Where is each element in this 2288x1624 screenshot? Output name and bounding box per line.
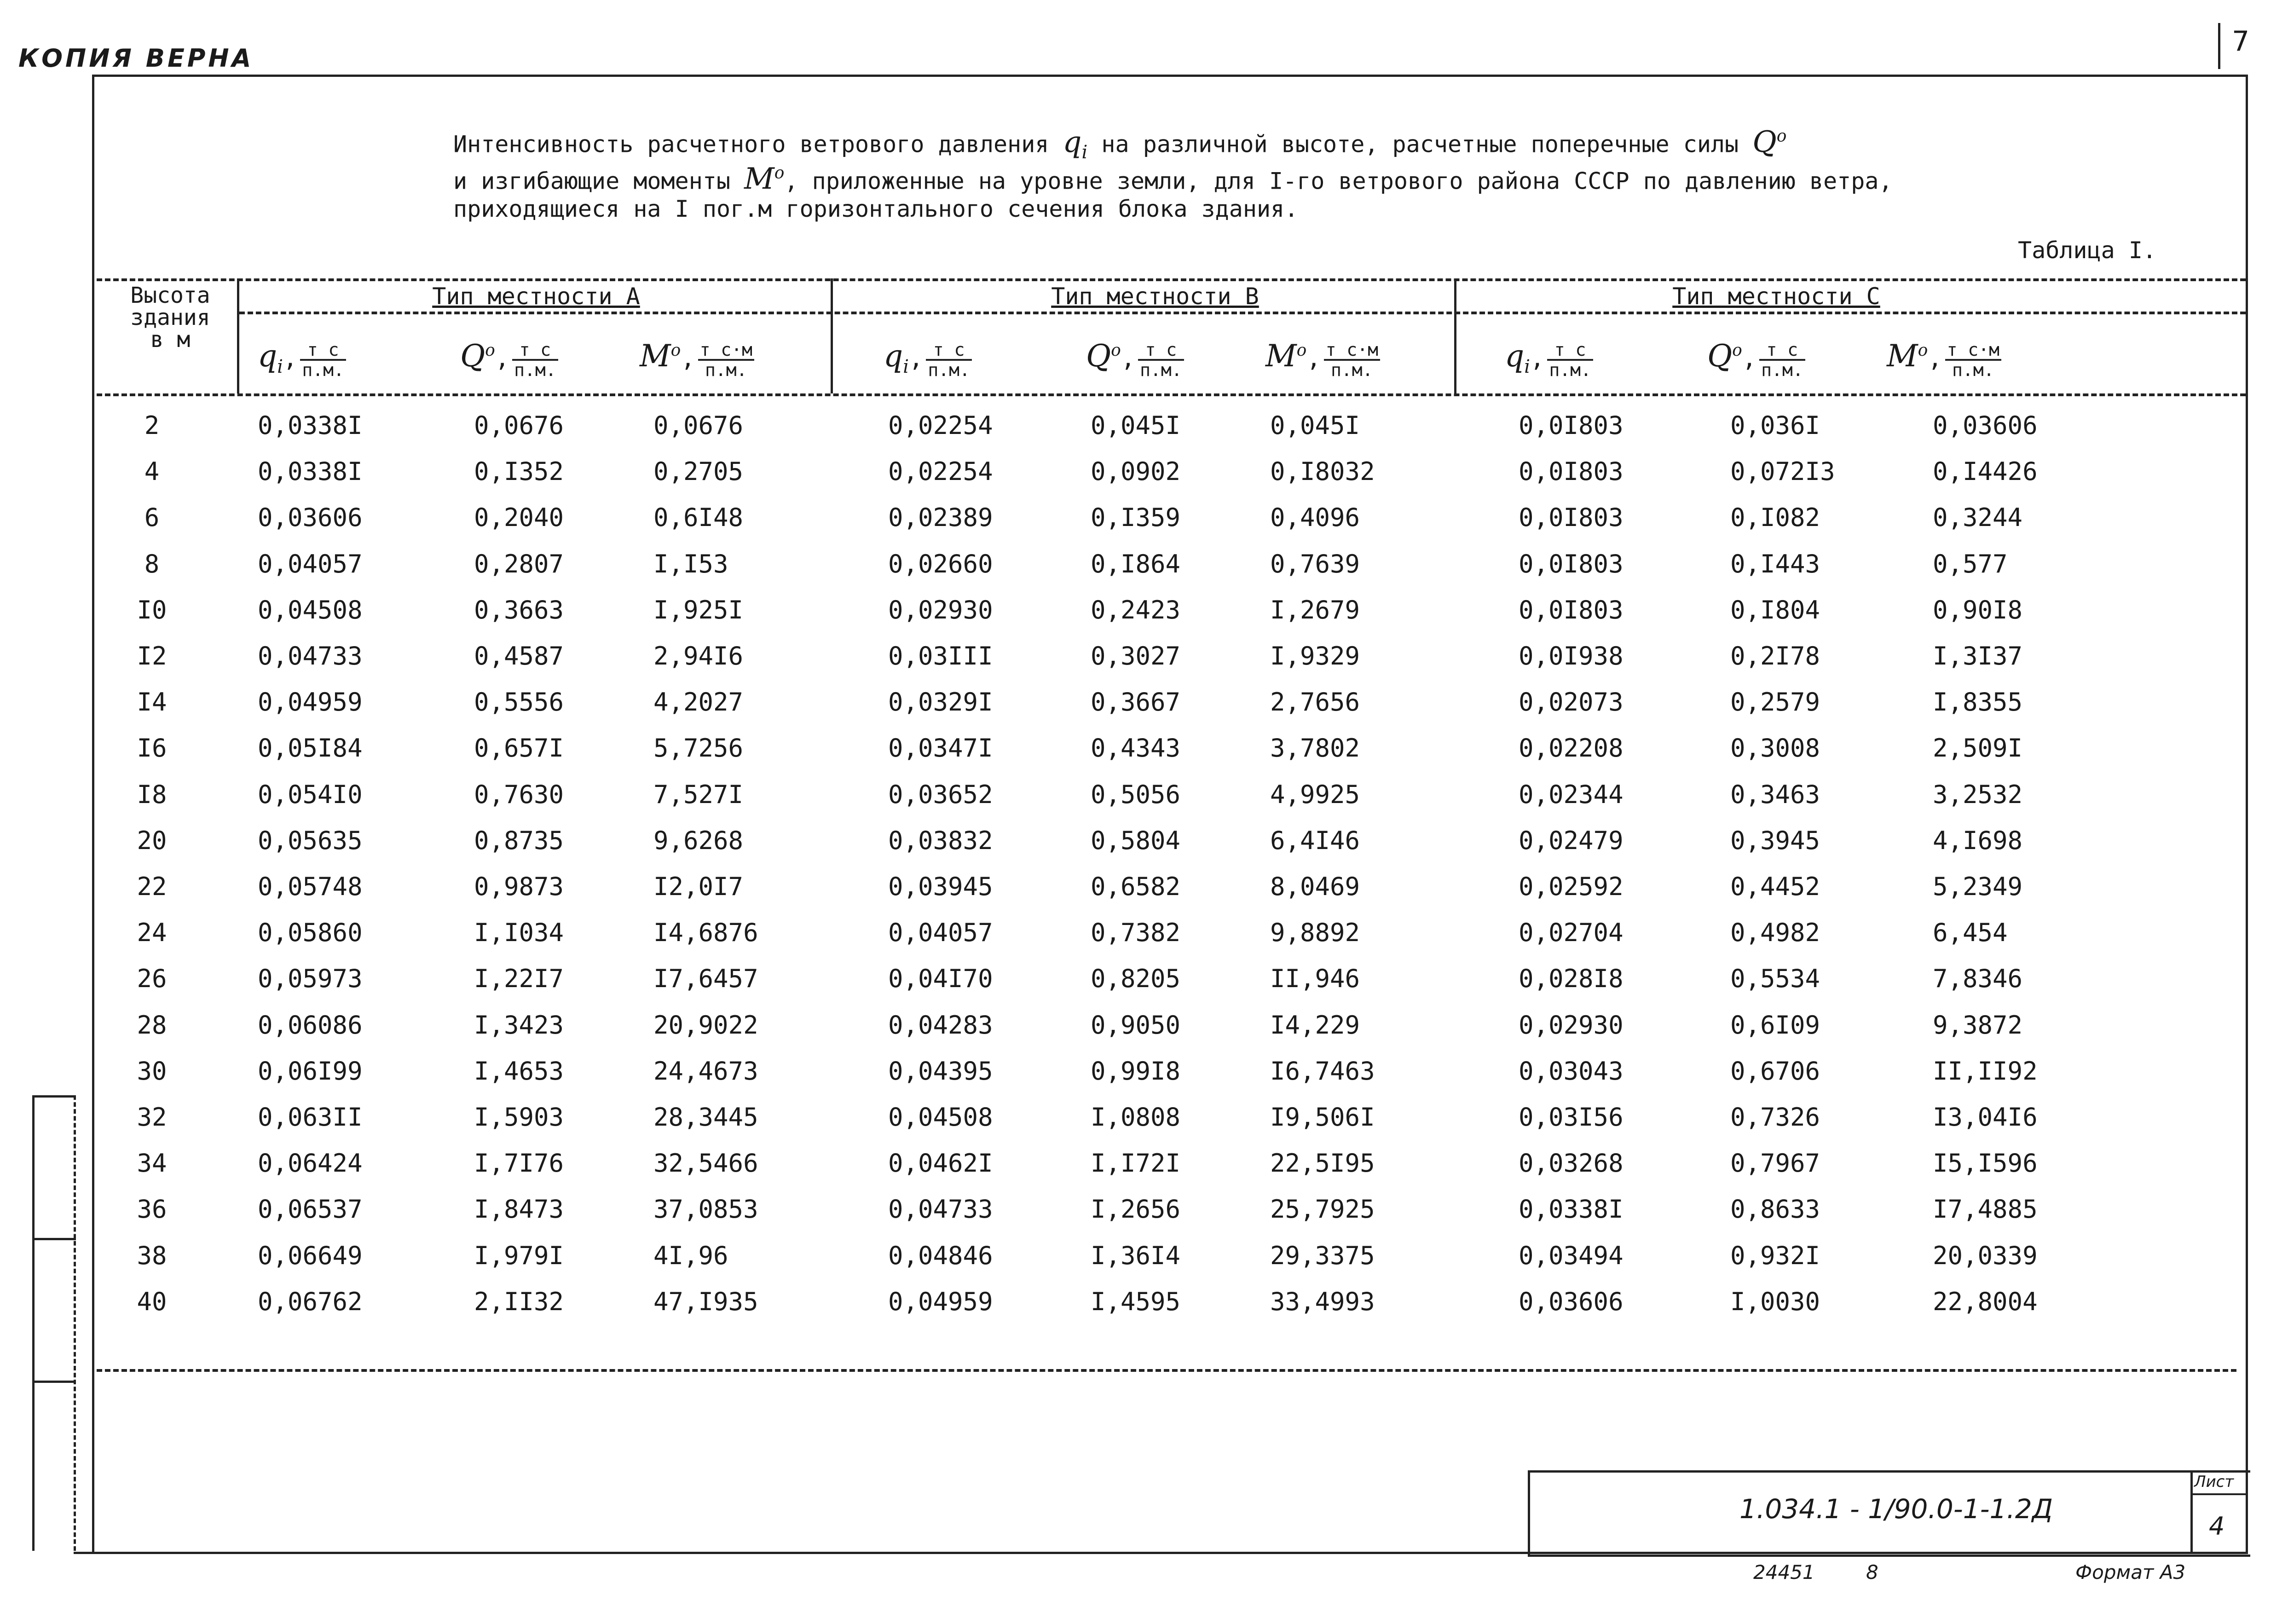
table-cell: 0,4982 <box>1730 918 1820 948</box>
table-cell: 0,90I8 <box>1933 595 2023 624</box>
row-height: I0 <box>137 595 167 624</box>
table-cell: I,3I37 <box>1933 642 2023 670</box>
caption-line-1: Интенсивность расчетного ветрового давления $q_i$ на различной высоте, расчетные поперечные силы $Q^o$ <box>453 125 1787 163</box>
col-header-a-Q: $Q^o$, $\frac{\text{т с}}{п.м.}$ <box>460 338 558 379</box>
table-cell: 0,9050 <box>1091 1010 1181 1040</box>
table-cell: 22,8004 <box>1933 1287 2038 1316</box>
table-cell: I9,506I <box>1270 1103 1375 1132</box>
table-header-bottom-rule <box>97 393 2246 396</box>
row-height: 8 <box>144 549 160 578</box>
table-cell: 0,03606 <box>1519 1287 1624 1316</box>
table-cell: 0,05748 <box>258 872 363 901</box>
table-cell: I,2656 <box>1091 1195 1181 1224</box>
col-header-b-Q: $Q^o$, $\frac{\text{т с}}{п.м.}$ <box>1086 338 1184 379</box>
table-cell: 0,6706 <box>1730 1056 1820 1086</box>
group-header-c: Тип местности С <box>1672 283 1880 310</box>
table-cell: 0,06I99 <box>258 1056 363 1086</box>
left-margin-bar <box>32 1095 35 1551</box>
page-number-divider <box>2218 23 2220 69</box>
copy-stamp: КОПИЯ ВЕРНА <box>18 44 254 73</box>
table-cell: 4,2027 <box>653 688 744 717</box>
table-cell: 0,05860 <box>258 918 363 948</box>
table-cell: 0,03494 <box>1519 1241 1624 1270</box>
table-cell: 0,06424 <box>258 1149 363 1178</box>
table-cell: 0,0I938 <box>1519 642 1624 670</box>
table-cell: I,979I <box>474 1241 564 1270</box>
table-cell: 0,0347I <box>888 734 993 763</box>
table-cell: I,0808 <box>1091 1103 1181 1132</box>
height-header: Высота здания в м <box>130 283 210 353</box>
table-cell: 0,0338I <box>258 411 363 440</box>
table-cell: 9,3872 <box>1933 1010 2023 1040</box>
table-cell: 0,04I70 <box>888 964 993 994</box>
table-cell: 2,7656 <box>1270 688 1360 717</box>
table-cell: 0,02479 <box>1519 826 1624 855</box>
table-cell: 0,99I8 <box>1091 1056 1181 1086</box>
table-cell: 28,3445 <box>653 1103 758 1132</box>
table-cell: 0,3027 <box>1091 642 1181 670</box>
table-cell: 0,577 <box>1933 549 2008 578</box>
col-header-c-Q: $Q^o$, $\frac{\text{т с}}{п.м.}$ <box>1707 338 1805 379</box>
table-cell: 0,0I803 <box>1519 503 1624 532</box>
left-margin-dash <box>74 1095 76 1551</box>
table-cell: I,I034 <box>474 918 564 948</box>
table-cell: 25,7925 <box>1270 1195 1375 1224</box>
table-cell: 6,454 <box>1933 918 2008 948</box>
table-cell: I6,7463 <box>1270 1056 1375 1086</box>
table-cell: 4I,96 <box>653 1241 728 1270</box>
table-cell: 20,0339 <box>1933 1241 2038 1270</box>
table-cell: 0,02073 <box>1519 688 1624 717</box>
table-cell: 2,94I6 <box>653 642 744 670</box>
table-cell: 2,509I <box>1933 734 2023 763</box>
format-label: Формат А3 <box>2075 1561 2186 1584</box>
table-cell: 0,7639 <box>1270 549 1360 578</box>
table-cell: 2,II32 <box>474 1287 564 1316</box>
table-cell: 0,045I <box>1270 411 1360 440</box>
table-cell: II,II92 <box>1933 1056 2038 1086</box>
row-height: 24 <box>137 918 167 948</box>
document-code: 1.034.1 - 1/90.0-1-1.2Д <box>1739 1493 2053 1525</box>
table-cell: 0,06537 <box>258 1195 363 1224</box>
table-cell: 0,6I48 <box>653 503 744 532</box>
table-cell: 0,7630 <box>474 780 564 809</box>
table-cell: 0,3244 <box>1933 503 2023 532</box>
table-cell: 0,0I803 <box>1519 457 1624 486</box>
row-height: 2 <box>144 411 160 440</box>
table-cell: 0,0I803 <box>1519 549 1624 578</box>
table-cell: 0,8205 <box>1091 964 1181 994</box>
table-cell: 0,03043 <box>1519 1056 1624 1086</box>
bottom-note: 8 <box>1866 1561 1878 1584</box>
row-height: I8 <box>137 780 167 809</box>
table-cell: 47,I935 <box>653 1287 758 1316</box>
table-cell: 0,0I803 <box>1519 411 1624 440</box>
table-cell: 0,I443 <box>1730 549 1820 578</box>
table-cell: I7,6457 <box>653 964 758 994</box>
table-cell: 0,03268 <box>1519 1149 1624 1178</box>
table-cell: 0,2040 <box>474 503 564 532</box>
table-cell: I,925I <box>653 595 744 624</box>
row-height: 40 <box>137 1287 167 1316</box>
row-height: 22 <box>137 872 167 901</box>
table-cell: 0,5056 <box>1091 780 1181 809</box>
table-cell: II,946 <box>1270 964 1360 994</box>
sheet-number: 4 <box>2209 1512 2225 1541</box>
table-cell: 0,06086 <box>258 1010 363 1040</box>
table-top-rule <box>97 278 2246 281</box>
table-cell: 0,5804 <box>1091 826 1181 855</box>
table-cell: 0,02254 <box>888 411 993 440</box>
table-cell: 0,2I78 <box>1730 642 1820 670</box>
table-cell: 5,2349 <box>1933 872 2023 901</box>
table-cell: 0,045I <box>1091 411 1181 440</box>
table-cell: 29,3375 <box>1270 1241 1375 1270</box>
table-cell: I4,229 <box>1270 1010 1360 1040</box>
table-cell: 0,6582 <box>1091 872 1181 901</box>
table-cell: 0,04959 <box>888 1287 993 1316</box>
table-cell: 0,3667 <box>1091 688 1181 717</box>
table-cell: I,22I7 <box>474 964 564 994</box>
table-cell: 0,0462I <box>888 1149 993 1178</box>
table-cell: 0,028I8 <box>1519 964 1624 994</box>
header-sep-3 <box>1454 278 1456 393</box>
col-header-a-M: $M^o$, $\frac{\text{т с·м}}{п.м.}$ <box>640 338 754 379</box>
table-cell: 5,7256 <box>653 734 744 763</box>
table-cell: 0,0338I <box>258 457 363 486</box>
row-height: 26 <box>137 964 167 994</box>
table-cell: 4,9925 <box>1270 780 1360 809</box>
table-cell: 0,02704 <box>1519 918 1624 948</box>
table-cell: 0,02660 <box>888 549 993 578</box>
table-cell: I,36I4 <box>1091 1241 1181 1270</box>
table-cell: 0,5556 <box>474 688 564 717</box>
table-cell: 9,8892 <box>1270 918 1360 948</box>
table-cell: 0,4452 <box>1730 872 1820 901</box>
table-cell: 0,4587 <box>474 642 564 670</box>
table-cell: 0,02930 <box>1519 1010 1624 1040</box>
left-margin-tick-1 <box>32 1095 76 1098</box>
table-cell: 0,7326 <box>1730 1103 1820 1132</box>
table-cell: I,5903 <box>474 1103 564 1132</box>
table-cell: 0,0902 <box>1091 457 1181 486</box>
table-cell: 0,03832 <box>888 826 993 855</box>
table-label: Таблица I. <box>2018 237 2157 264</box>
row-height: I6 <box>137 734 167 763</box>
table-cell: 0,03III <box>888 642 993 670</box>
table-cell: 0,04057 <box>888 918 993 948</box>
row-height: 32 <box>137 1103 167 1132</box>
table-cell: 0,04057 <box>258 549 363 578</box>
table-cell: 32,5466 <box>653 1149 758 1178</box>
table-cell: 0,0676 <box>653 411 744 440</box>
table-cell: 0,I359 <box>1091 503 1181 532</box>
table-cell: 0,932I <box>1730 1241 1820 1270</box>
row-height: 34 <box>137 1149 167 1178</box>
table-cell: 0,3663 <box>474 595 564 624</box>
table-cell: 0,7382 <box>1091 918 1181 948</box>
table-cell: 0,0I803 <box>1519 595 1624 624</box>
table-cell: 6,4I46 <box>1270 826 1360 855</box>
left-margin-tick-3 <box>32 1381 76 1383</box>
table-cell: 0,I4426 <box>1933 457 2038 486</box>
row-height: 20 <box>137 826 167 855</box>
table-cell: 9,6268 <box>653 826 744 855</box>
table-cell: 0,03606 <box>258 503 363 532</box>
col-header-a-q: $q_i$, $\frac{\text{т с}}{п.м.}$ <box>258 338 346 379</box>
col-header-b-q: $q_i$, $\frac{\text{т с}}{п.м.}$ <box>884 338 972 379</box>
table-cell: 7,8346 <box>1933 964 2023 994</box>
table-cell: I,8473 <box>474 1195 564 1224</box>
table-cell: 0,I864 <box>1091 549 1181 578</box>
table-cell: 0,4096 <box>1270 503 1360 532</box>
table-cell: 33,4993 <box>1270 1287 1375 1316</box>
table-cell: 0,4343 <box>1091 734 1181 763</box>
table-cell: 20,9022 <box>653 1010 758 1040</box>
table-cell: 0,02344 <box>1519 780 1624 809</box>
frame-top <box>92 75 2248 77</box>
row-height: 6 <box>144 503 160 532</box>
row-height: 30 <box>137 1056 167 1086</box>
table-cell: 0,2705 <box>653 457 744 486</box>
group-header-a: Тип местности А <box>432 283 640 310</box>
table-cell: I,7I76 <box>474 1149 564 1178</box>
table-cell: 0,03I56 <box>1519 1103 1624 1132</box>
table-cell: 0,8735 <box>474 826 564 855</box>
row-height: 4 <box>144 457 160 486</box>
table-cell: I,9329 <box>1270 642 1360 670</box>
table-cell: 0,05I84 <box>258 734 363 763</box>
table-cell: I5,I596 <box>1933 1149 2038 1178</box>
group-header-b: Тип местности В <box>1051 283 1259 310</box>
inventory-number: 24451 <box>1753 1561 1815 1584</box>
table-cell: 0,072I3 <box>1730 457 1835 486</box>
sheet-cell-divider <box>2190 1493 2246 1495</box>
table-cell: 0,I352 <box>474 457 564 486</box>
table-bottom-rule <box>97 1369 2236 1372</box>
table-cell: 0,8633 <box>1730 1195 1820 1224</box>
table-cell: I,3423 <box>474 1010 564 1040</box>
table-cell: 0,04508 <box>888 1103 993 1132</box>
table-cell: 0,04395 <box>888 1056 993 1086</box>
table-cell: 0,7967 <box>1730 1149 1820 1178</box>
col-header-c-q: $q_i$, $\frac{\text{т с}}{п.м.}$ <box>1505 338 1593 379</box>
table-cell: 0,3463 <box>1730 780 1820 809</box>
table-cell: 0,0676 <box>474 411 564 440</box>
table-cell: 0,2423 <box>1091 595 1181 624</box>
table-cell: 0,02930 <box>888 595 993 624</box>
table-cell: 4,I698 <box>1933 826 2023 855</box>
table-cell: I2,0I7 <box>653 872 744 901</box>
table-cell: 0,I804 <box>1730 595 1820 624</box>
caption-line-3: приходящиеся на I пог.м горизонтального сечения блока здания. <box>453 196 1299 222</box>
table-cell: I,4653 <box>474 1056 564 1086</box>
table-cell: I,I72I <box>1091 1149 1181 1178</box>
table-cell: 0,036I <box>1730 411 1820 440</box>
page-number: 7 <box>2232 25 2250 58</box>
table-cell: 0,02592 <box>1519 872 1624 901</box>
row-height: I4 <box>137 688 167 717</box>
table-cell: 0,3008 <box>1730 734 1820 763</box>
col-header-b-M: $M^o$, $\frac{\text{т с·м}}{п.м.}$ <box>1265 338 1380 379</box>
frame-left <box>92 75 94 1554</box>
left-margin-tick-2 <box>32 1238 76 1240</box>
table-cell: I,4595 <box>1091 1287 1181 1316</box>
table-cell: 0,6I09 <box>1730 1010 1820 1040</box>
table-cell: 0,I8032 <box>1270 457 1375 486</box>
M-symbol: $M^o$ <box>744 162 785 196</box>
table-cell: 24,4673 <box>653 1056 758 1086</box>
table-cell: I3,04I6 <box>1933 1103 2038 1132</box>
table-cell: 0,02254 <box>888 457 993 486</box>
Q-symbol: $Q^o$ <box>1752 125 1787 160</box>
table-cell: 0,0338I <box>1519 1195 1624 1224</box>
table-cell: 0,02208 <box>1519 734 1624 763</box>
table-cell: 0,06762 <box>258 1287 363 1316</box>
table-cell: 0,2807 <box>474 549 564 578</box>
table-cell: 0,I082 <box>1730 503 1820 532</box>
table-cell: 0,03652 <box>888 780 993 809</box>
table-cell: 0,063II <box>258 1103 363 1132</box>
table-cell: 22,5I95 <box>1270 1149 1375 1178</box>
table-cell: 0,2579 <box>1730 688 1820 717</box>
table-cell: 0,657I <box>474 734 564 763</box>
row-height: 36 <box>137 1195 167 1224</box>
table-cell: I,0030 <box>1730 1287 1820 1316</box>
table-cell: 8,0469 <box>1270 872 1360 901</box>
table-cell: 0,054I0 <box>258 780 363 809</box>
table-cell: 0,03945 <box>888 872 993 901</box>
row-height: 38 <box>137 1241 167 1270</box>
table-cell: 0,04733 <box>258 642 363 670</box>
table-group-rule <box>239 312 2246 314</box>
caption-line-2: и изгибающие моменты $M^o$, приложенные на уровне земли, для I-го ветрового района СССР по давлению ветра, <box>453 162 1893 196</box>
frame-right <box>2246 75 2248 1554</box>
table-cell: 0,05973 <box>258 964 363 994</box>
q-symbol: $q_i$ <box>1063 125 1088 163</box>
table-cell: 0,05635 <box>258 826 363 855</box>
table-cell: 37,0853 <box>653 1195 758 1224</box>
table-cell: 7,527I <box>653 780 744 809</box>
table-cell: I,8355 <box>1933 688 2023 717</box>
table-cell: 0,04959 <box>258 688 363 717</box>
table-cell: 0,06649 <box>258 1241 363 1270</box>
table-cell: I,2679 <box>1270 595 1360 624</box>
row-height: 28 <box>137 1010 167 1040</box>
table-cell: 0,02389 <box>888 503 993 532</box>
table-cell: 0,5534 <box>1730 964 1820 994</box>
table-cell: 0,03606 <box>1933 411 2038 440</box>
table-cell: 0,04846 <box>888 1241 993 1270</box>
row-height: I2 <box>137 642 167 670</box>
table-cell: 3,7802 <box>1270 734 1360 763</box>
table-cell: 0,04283 <box>888 1010 993 1040</box>
table-cell: I4,6876 <box>653 918 758 948</box>
table-cell: I,I53 <box>653 549 728 578</box>
sheet-label: Лист <box>2194 1473 2234 1491</box>
table-cell: I7,4885 <box>1933 1195 2038 1224</box>
table-cell: 0,04508 <box>258 595 363 624</box>
col-header-c-M: $M^o$, $\frac{\text{т с·м}}{п.м.}$ <box>1887 338 2001 379</box>
table-cell: 0,3945 <box>1730 826 1820 855</box>
table-cell: 3,2532 <box>1933 780 2023 809</box>
table-cell: 0,04733 <box>888 1195 993 1224</box>
table-cell: 0,0329I <box>888 688 993 717</box>
table-cell: 0,9873 <box>474 872 564 901</box>
